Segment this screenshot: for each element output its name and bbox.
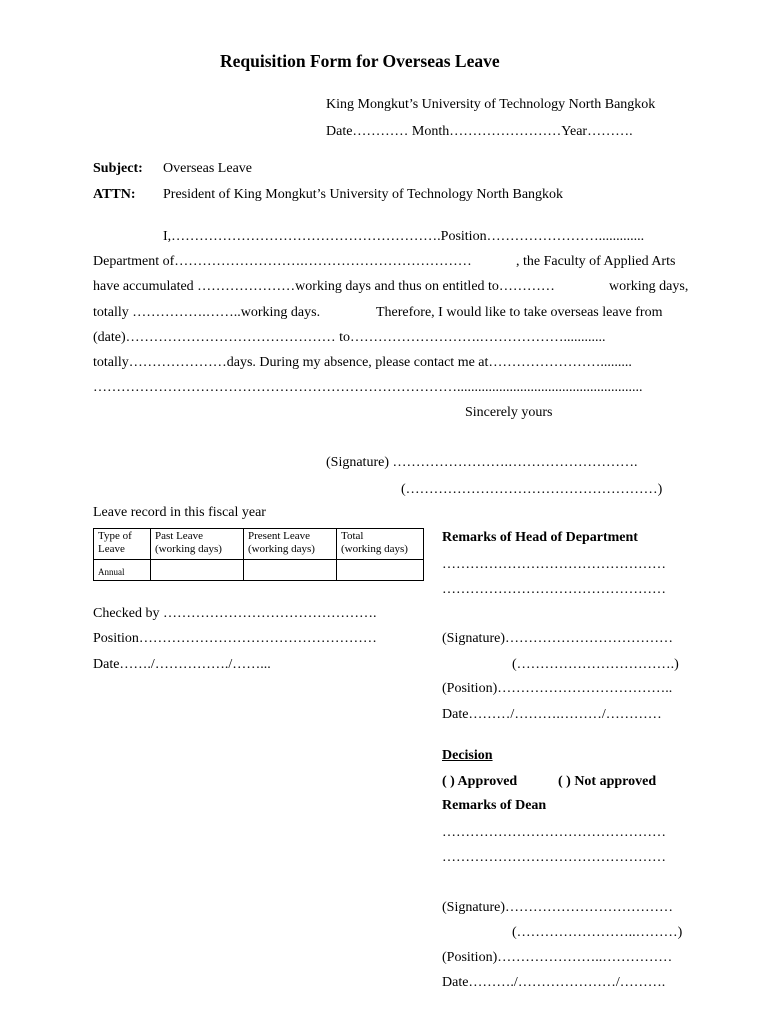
body-line-contact: totally…………………days. During my absence, please contact me at…………………….........: [93, 355, 632, 370]
body-line-dates: (date)……………………………………… to……………………….………………............: [93, 330, 606, 345]
column-header-total: Total (working days): [337, 529, 424, 560]
not-approved-option: ( ) Not approved: [558, 774, 657, 789]
body-line-department: Department of……………………….………………………………: [93, 254, 472, 269]
head-dept-position-line: (Position)………………………………..: [442, 681, 673, 696]
table-row: [94, 560, 424, 581]
head-dept-date-line: Date………/……….………/…………: [442, 707, 662, 722]
checked-by-line: Checked by ……………………………………….: [93, 606, 377, 621]
row-label-annual: Annual: [94, 560, 151, 581]
head-dept-remark-line-2: …………………………………………: [442, 582, 666, 597]
head-dept-signature-line: (Signature)………………………………: [442, 631, 673, 646]
subject-value: Overseas Leave: [163, 161, 253, 176]
dean-title: Remarks of Dean: [442, 798, 547, 813]
decision-title: Decision: [442, 748, 493, 763]
body-line-faculty: , the Faculty of Applied Arts: [516, 254, 676, 269]
head-dept-title: Remarks of Head of Department: [442, 530, 638, 545]
checked-position-line: Position……………………………………………: [93, 631, 377, 646]
cell-total: [337, 560, 424, 581]
dean-name-line: (……………………..………): [512, 925, 683, 940]
attn-label: ATTN:: [93, 187, 136, 202]
closing: Sincerely yours: [465, 405, 553, 420]
dean-remark-line-1: …………………………………………: [442, 825, 666, 840]
head-dept-remark-line-1: …………………………………………: [442, 557, 666, 572]
body-line-working-days: working days,: [609, 279, 689, 294]
dean-signature-line: (Signature)………………………………: [442, 900, 673, 915]
attn-value: President of King Mongkut’s University of Technology North Bangkok: [163, 187, 564, 202]
form-title: Requisition Form for Overseas Leave: [220, 51, 500, 71]
dean-date-line: Date………./…………………/……….: [442, 975, 666, 990]
dean-remark-line-2: …………………………………………: [442, 850, 666, 865]
approved-option: ( ) Approved: [442, 774, 518, 789]
cell-past-leave: [151, 560, 244, 581]
body-line-name-position: I,………………………………………………….Position…………………….............: [163, 229, 645, 244]
checked-date-line: Date……./……………./……...: [93, 657, 271, 672]
applicant-signature-line: (Signature) …………………….……………………….: [326, 455, 638, 470]
table-header-row: [94, 529, 424, 560]
cell-present-leave: [244, 560, 337, 581]
leave-record-table: [93, 528, 424, 581]
body-line-therefore: Therefore, I would like to take overseas leave from: [376, 305, 663, 320]
subject-label: Subject:: [93, 161, 143, 176]
dean-position-line: (Position)…………………..……………: [442, 950, 673, 965]
date-line: Date………… Month……………………Year……….: [326, 124, 633, 139]
university-name: King Mongkut’s University of Technology North Bangkok: [326, 97, 656, 112]
leave-record-heading: Leave record in this fiscal year: [93, 505, 266, 520]
applicant-name-line: (………………………………………………): [401, 482, 663, 497]
column-header-type: Type of Leave: [94, 529, 151, 560]
body-line-totally: totally …………….……..working days.: [93, 305, 321, 320]
column-header-present-leave: Present Leave (working days): [244, 529, 337, 560]
head-dept-name-line: (…………………………….): [512, 657, 679, 672]
body-line-accumulated: have accumulated …………………working days and thus on entitled to…………: [93, 279, 555, 294]
body-line-contact-continued: …………………………………………………………………….....................................................: [93, 380, 643, 395]
column-header-past-leave: Past Leave (working days): [151, 529, 244, 560]
